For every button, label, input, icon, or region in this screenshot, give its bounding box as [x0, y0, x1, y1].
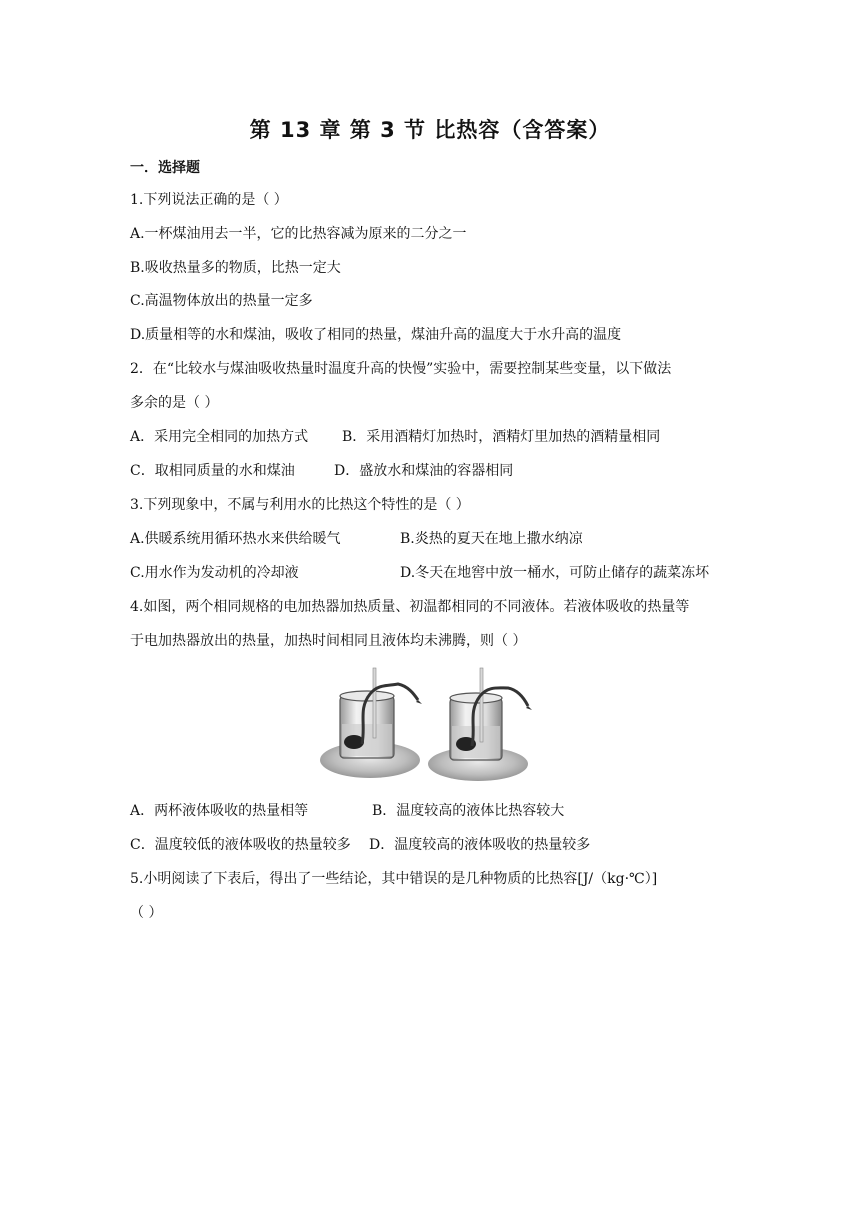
- q3-stem: 3.下列现象中，不属与利用水的比热这个特性的是（ ）: [130, 497, 470, 513]
- q2-option-b: B．采用酒精灯加热时，酒精灯里加热的酒精量相同: [342, 429, 661, 445]
- section-heading: 一．选择题: [130, 160, 200, 176]
- q2-option-c: C．取相同质量的水和煤油: [130, 463, 295, 479]
- q3-option-d: D.冬天在地窖中放一桶水，可防止储存的蔬菜冻坏: [400, 565, 710, 581]
- page-title: 第 13 章 第 3 节 比热容（含答案）: [249, 118, 611, 142]
- q1-option-a: A.一杯煤油用去一半，它的比热容减为原来的二分之一: [130, 226, 467, 242]
- q1-option-c: C.高温物体放出的热量一定多: [130, 293, 313, 309]
- q4-stem-line1: 4.如图，两个相同规格的电加热器加热质量、初温都相同的不同液体。若液体吸收的热量等: [130, 599, 690, 615]
- q4-option-d: D．温度较高的液体吸收的热量较多: [369, 837, 591, 853]
- q5-stem-line2: （ ）: [130, 905, 163, 921]
- q4-option-c: C．温度较低的液体吸收的热量较多: [130, 837, 351, 853]
- q4-option-b: B．温度较高的液体比热容较大: [372, 803, 565, 819]
- q1-stem: 1.下列说法正确的是（ ）: [130, 192, 288, 208]
- q4-stem-line2: 于电加热器放出的热量，加热时间相同且液体均未沸腾，则（ ）: [130, 633, 527, 649]
- q1-option-b: B.吸收热量多的物质，比热一定大: [130, 260, 341, 276]
- q3-option-c: C.用水作为发动机的冷却液: [130, 565, 299, 581]
- q2-option-a: A．采用完全相同的加热方式: [130, 429, 309, 445]
- right-beaker: [428, 668, 532, 781]
- q2-stem-line2: 多余的是（ ）: [130, 395, 219, 411]
- beakers-heater-figure: [318, 664, 548, 782]
- q3-option-a: A.供暖系统用循环热水来供给暖气: [130, 531, 341, 547]
- left-beaker: [320, 668, 422, 778]
- q4-option-a: A．两杯液体吸收的热量相等: [130, 803, 309, 819]
- q1-option-d: D.质量相等的水和煤油，吸收了相同的热量，煤油升高的温度大于水升高的温度: [130, 327, 622, 343]
- q2-option-d: D．盛放水和煤油的容器相同: [334, 463, 514, 479]
- q2-stem-line1: 2．在“比较水与煤油吸收热量时温度升高的快慢”实验中，需要控制某些变量，以下做法: [130, 361, 672, 377]
- q5-stem-line1: 5.小明阅读了下表后，得出了一些结论，其中错误的是几种物质的比热容[J/（kg·℃）]: [130, 871, 658, 887]
- q3-option-b: B.炎热的夏天在地上撒水纳凉: [400, 531, 583, 547]
